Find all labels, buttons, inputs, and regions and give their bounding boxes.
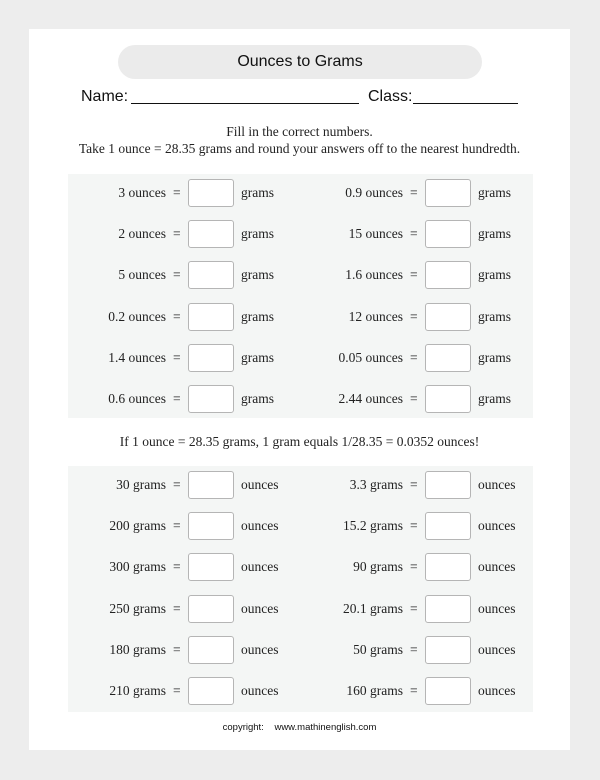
copyright-label: copyright:: [222, 722, 264, 733]
conversion-note: If 1 ounce = 28.35 grams, 1 gram equals 1/28.35 = 0.0352 ounces!: [119, 434, 480, 449]
page-title: Ounces to Grams: [118, 45, 482, 79]
quantity-label: 200 grams: [109, 518, 166, 533]
conversion-item: [78, 261, 288, 289]
equals-sign: =: [173, 185, 181, 200]
unit-label: ounces: [478, 683, 516, 698]
answer-box[interactable]: [188, 344, 234, 372]
conversion-item: [78, 179, 288, 207]
unit-label: ounces: [241, 642, 279, 657]
unit-label: grams: [241, 350, 274, 365]
unit-label: ounces: [478, 477, 516, 492]
unit-label: grams: [478, 309, 511, 324]
answer-box[interactable]: [188, 261, 234, 289]
answer-box[interactable]: [188, 553, 234, 581]
conversion-item: [315, 595, 525, 623]
quantity-label: 50 grams: [353, 642, 403, 657]
answer-box[interactable]: [425, 261, 471, 289]
answer-box[interactable]: [188, 677, 234, 705]
quantity-label: 12 ounces: [348, 309, 403, 324]
quantity-label: 0.05 ounces: [338, 350, 403, 365]
unit-label: ounces: [241, 601, 279, 616]
equals-sign: =: [173, 683, 181, 698]
conversion-item: [315, 344, 525, 372]
answer-box[interactable]: [425, 636, 471, 664]
answer-box[interactable]: [425, 385, 471, 413]
unit-label: ounces: [478, 642, 516, 657]
conversion-item: [78, 595, 288, 623]
answer-box[interactable]: [425, 677, 471, 705]
unit-label: grams: [241, 391, 274, 406]
unit-label: grams: [478, 391, 511, 406]
quantity-label: 3 ounces: [118, 185, 166, 200]
equals-sign: =: [410, 683, 418, 698]
conversion-item: [315, 179, 525, 207]
conversion-item: [315, 261, 525, 289]
conversion-item: [315, 677, 525, 705]
equals-sign: =: [173, 601, 181, 616]
quantity-label: 3.3 grams: [349, 477, 403, 492]
quantity-label: 1.4 ounces: [108, 350, 166, 365]
answer-box[interactable]: [188, 179, 234, 207]
quantity-label: 15.2 grams: [343, 518, 403, 533]
equals-sign: =: [173, 391, 181, 406]
instruction-line-1: Fill in the correct numbers.: [226, 124, 373, 139]
answer-box[interactable]: [425, 303, 471, 331]
answer-box[interactable]: [188, 220, 234, 248]
unit-label: grams: [478, 185, 511, 200]
quantity-label: 2.44 ounces: [338, 391, 403, 406]
worksheet-page: [29, 29, 570, 750]
unit-label: ounces: [478, 601, 516, 616]
conversion-item: [78, 385, 288, 413]
unit-label: grams: [478, 267, 511, 282]
equals-sign: =: [410, 601, 418, 616]
quantity-label: 0.9 ounces: [345, 185, 403, 200]
answer-box[interactable]: [425, 553, 471, 581]
quantity-label: 180 grams: [109, 642, 166, 657]
quantity-label: 210 grams: [109, 683, 166, 698]
equals-sign: =: [410, 185, 418, 200]
quantity-label: 15 ounces: [348, 226, 403, 241]
answer-box[interactable]: [188, 303, 234, 331]
equals-sign: =: [173, 309, 181, 324]
class-field[interactable]: [413, 103, 518, 104]
conversion-item: [78, 303, 288, 331]
conversion-item: [315, 636, 525, 664]
conversion-item: [78, 471, 288, 499]
unit-label: grams: [478, 350, 511, 365]
quantity-label: 20.1 grams: [343, 601, 403, 616]
quantity-label: 300 grams: [109, 559, 166, 574]
conversion-item: [78, 344, 288, 372]
quantity-label: 90 grams: [353, 559, 403, 574]
equals-sign: =: [173, 518, 181, 533]
unit-label: grams: [241, 185, 274, 200]
conversion-item: [78, 220, 288, 248]
unit-label: grams: [478, 226, 511, 241]
equals-sign: =: [173, 642, 181, 657]
equals-sign: =: [410, 518, 418, 533]
unit-label: ounces: [241, 477, 279, 492]
answer-box[interactable]: [425, 595, 471, 623]
equals-sign: =: [410, 267, 418, 282]
unit-label: ounces: [478, 518, 516, 533]
answer-box[interactable]: [425, 512, 471, 540]
unit-label: ounces: [478, 559, 516, 574]
conversion-item: [315, 385, 525, 413]
conversion-item: [315, 471, 525, 499]
equals-sign: =: [410, 391, 418, 406]
conversion-item: [315, 553, 525, 581]
equals-sign: =: [173, 559, 181, 574]
quantity-label: 1.6 ounces: [345, 267, 403, 282]
conversion-item: [315, 303, 525, 331]
answer-box[interactable]: [188, 471, 234, 499]
equals-sign: =: [410, 559, 418, 574]
equals-sign: =: [173, 350, 181, 365]
answer-box[interactable]: [425, 220, 471, 248]
equals-sign: =: [173, 226, 181, 241]
equals-sign: =: [410, 642, 418, 657]
equals-sign: =: [410, 350, 418, 365]
answer-box[interactable]: [425, 471, 471, 499]
quantity-label: 0.2 ounces: [108, 309, 166, 324]
answer-box[interactable]: [188, 636, 234, 664]
site-link[interactable]: www.mathinenglish.com: [274, 722, 377, 733]
unit-label: grams: [241, 309, 274, 324]
quantity-label: 30 grams: [116, 477, 166, 492]
equals-sign: =: [410, 309, 418, 324]
equals-sign: =: [410, 226, 418, 241]
conversion-item: [78, 636, 288, 664]
unit-label: ounces: [241, 518, 279, 533]
conversion-item: [78, 677, 288, 705]
footer: [29, 722, 570, 733]
quantity-label: 5 ounces: [118, 267, 166, 282]
answer-box[interactable]: [425, 344, 471, 372]
answer-box[interactable]: [188, 595, 234, 623]
quantity-label: 0.6 ounces: [108, 391, 166, 406]
conversion-item: [315, 512, 525, 540]
ounces-exercise-panel: [68, 466, 533, 712]
unit-label: ounces: [241, 683, 279, 698]
unit-label: ounces: [241, 559, 279, 574]
name-label: Name:: [81, 88, 129, 105]
unit-label: grams: [241, 267, 274, 282]
conversion-item: [78, 512, 288, 540]
instruction-line-2: Take 1 ounce = 28.35 grams and round your answers off to the nearest hundredth.: [78, 141, 521, 156]
quantity-label: 160 grams: [346, 683, 403, 698]
conversion-item: [78, 553, 288, 581]
answer-box[interactable]: [188, 385, 234, 413]
class-label: Class:: [368, 88, 413, 105]
quantity-label: 2 ounces: [118, 226, 166, 241]
answer-box[interactable]: [188, 512, 234, 540]
equals-sign: =: [410, 477, 418, 492]
equals-sign: =: [173, 267, 181, 282]
unit-label: grams: [241, 226, 274, 241]
equals-sign: =: [173, 477, 181, 492]
answer-box[interactable]: [425, 179, 471, 207]
quantity-label: 250 grams: [109, 601, 166, 616]
grams-exercise-panel: [68, 174, 533, 418]
name-field[interactable]: [131, 103, 359, 104]
conversion-item: [315, 220, 525, 248]
